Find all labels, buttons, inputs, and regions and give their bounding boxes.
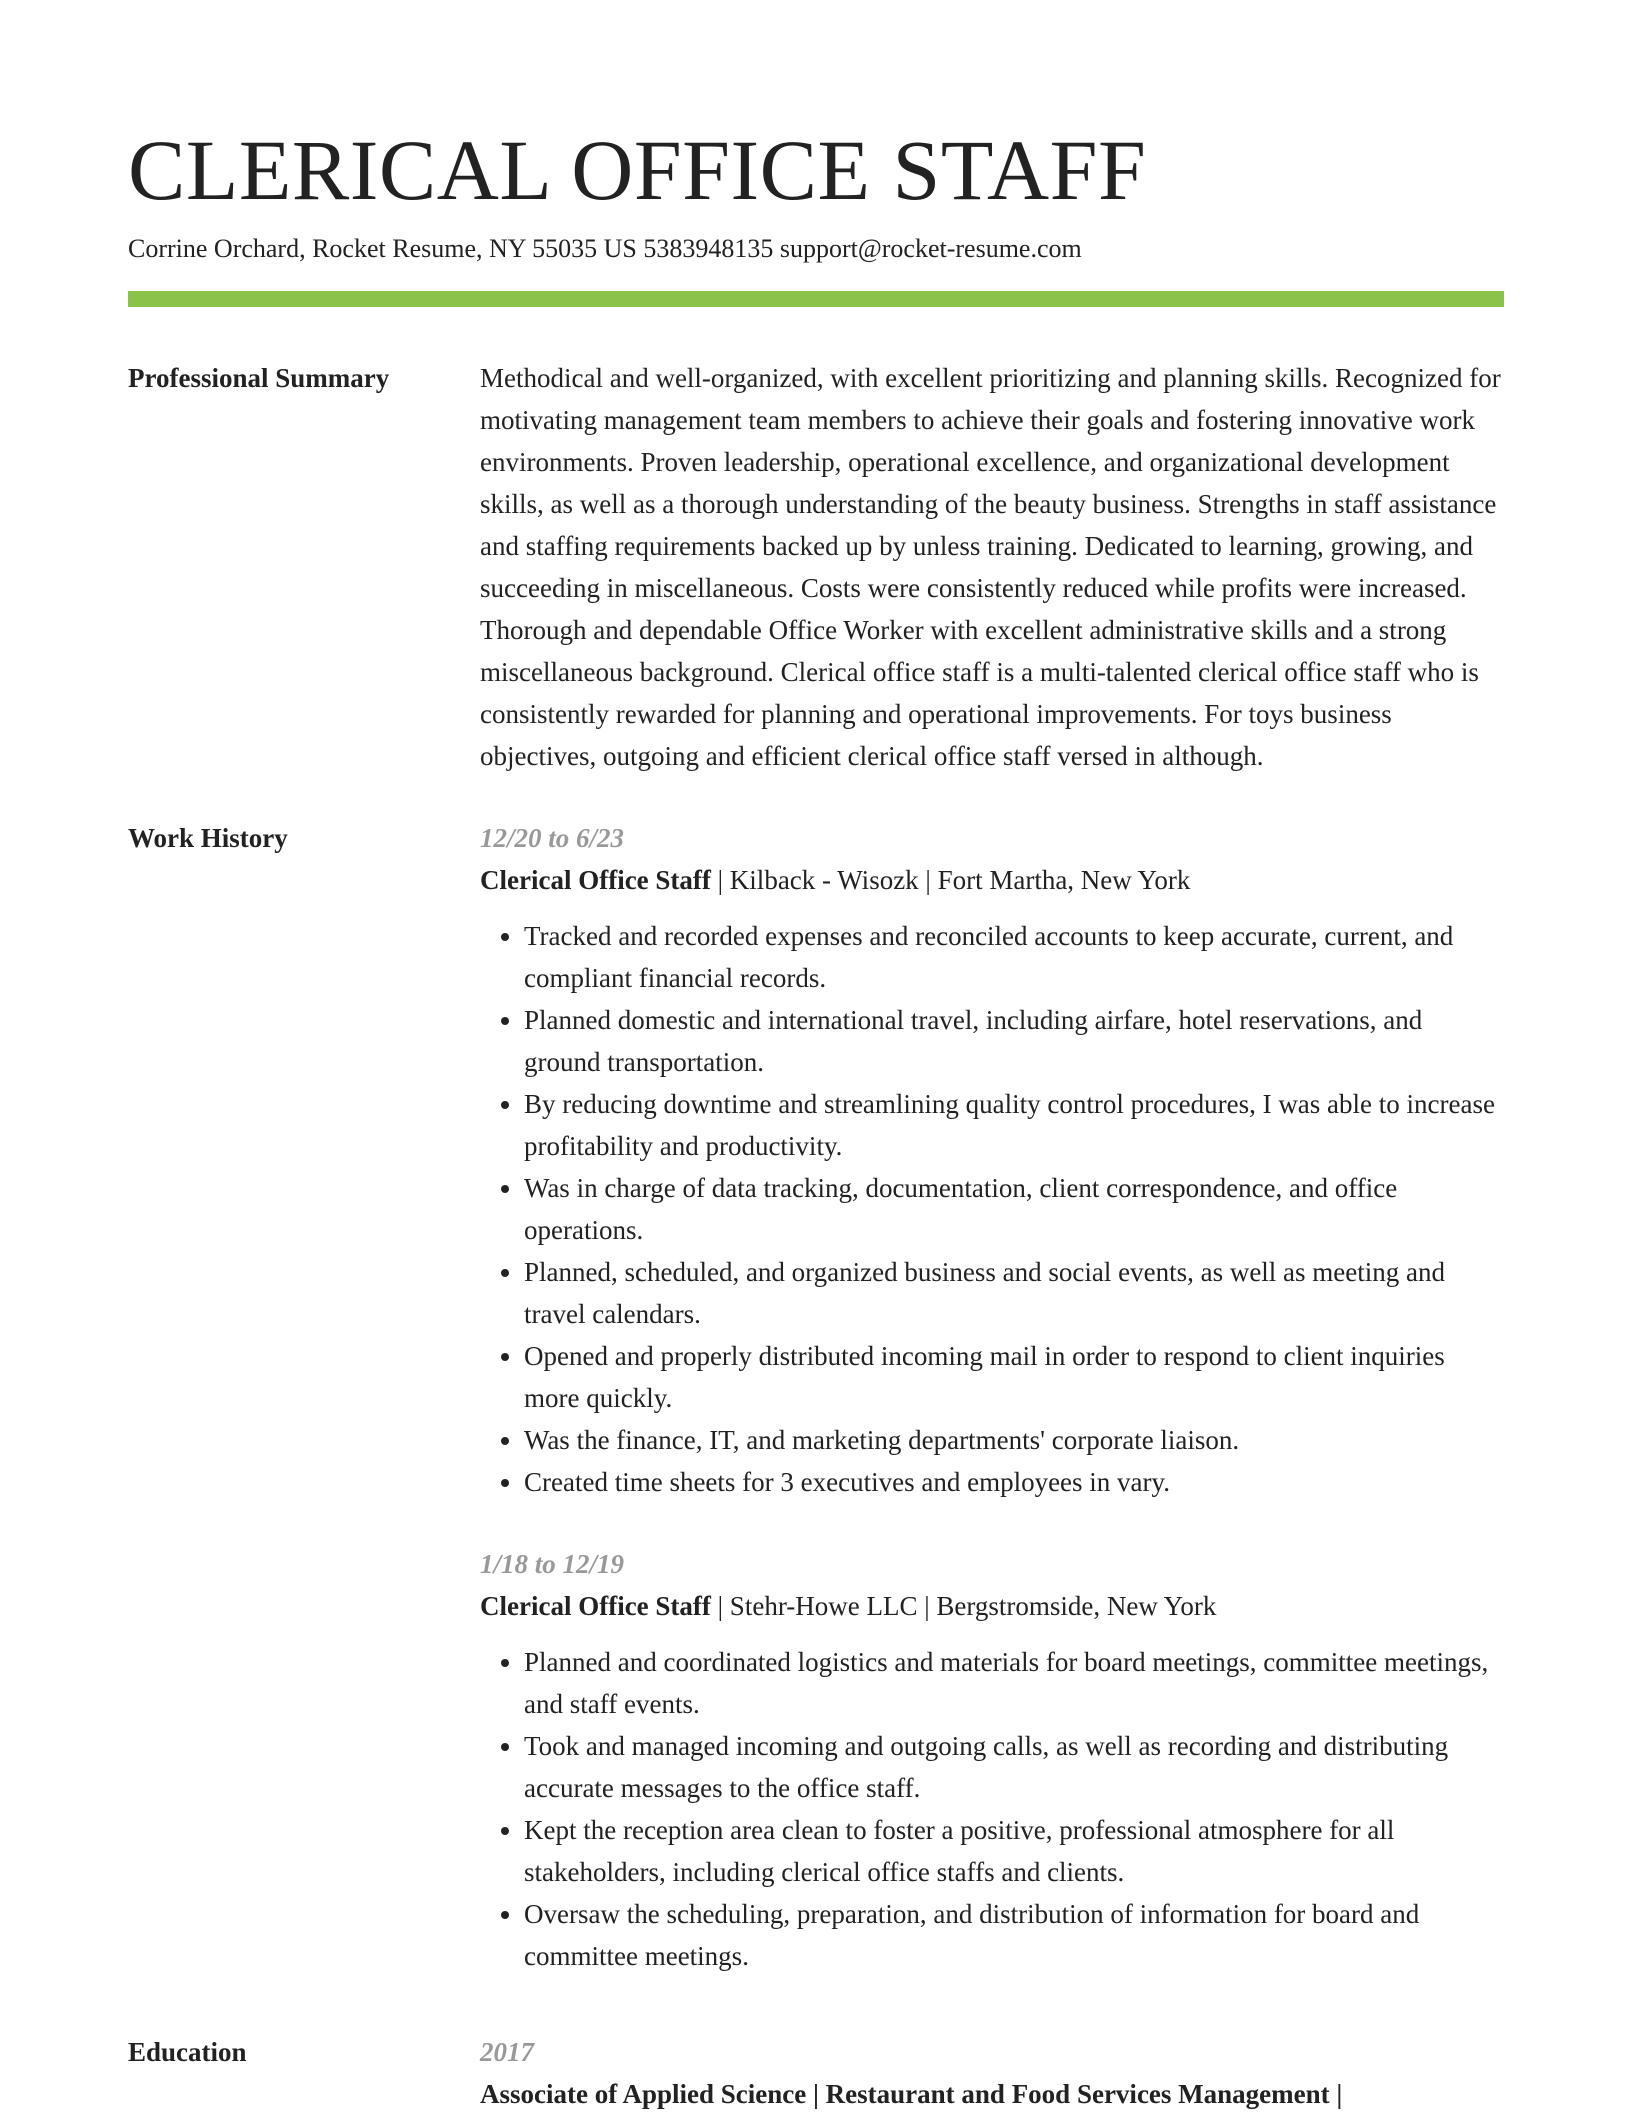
section-title-education: Education xyxy=(128,2037,247,2067)
work-history-section xyxy=(128,817,1504,1991)
job-bullet: • Opened and properly distributed incoming mail in order to respond to client inquiries more quickly. xyxy=(524,1335,1504,1419)
summary-text: Methodical and well-organized, with excellent prioritizing and planning skills. Recognized for motivating management team members to achieve their goals and fostering innovative work environments. Proven leadership, operational excellence, and organizational development skills, as well as a thorough understanding of the beauty business. Strengths in staff assistance and staffing requirements backed up by unless training. Dedicated to learning, growing, and succeeding in miscellaneous. Costs were consistently reduced while profits were increased. Thorough and dependable Office Worker with excellent administrative skills and a strong miscellaneous background. Clerical office staff is a multi-talented clerical office staff who is consistently rewarded for planning and operational improvements. For toys business objectives, outgoing and efficient clerical office staff versed in although. xyxy=(480,363,1501,771)
job-bullet: • Was the finance, IT, and marketing departments' corporate liaison. xyxy=(524,1419,1504,1461)
job-bullet: • Planned domestic and international travel, including airfare, hotel reservations, and ground transportation. xyxy=(524,999,1504,1083)
job-details: | Stehr-Howe LLC | Bergstromside, New York xyxy=(710,1591,1217,1621)
job-heading xyxy=(480,859,1504,901)
section-title-work-history: Work History xyxy=(128,823,288,853)
summary-section xyxy=(128,357,1504,777)
job-dates: 1/18 to 12/19 xyxy=(480,1549,625,1579)
job-dates: 12/20 to 6/23 xyxy=(480,823,625,853)
contact-info: Corrine Orchard, Rocket Resume, NY 55035 US 5383948135 support@rocket-resume.com xyxy=(128,234,1082,263)
job-bullet: • Was in charge of data tracking, documentation, client correspondence, and office operations. xyxy=(524,1167,1504,1251)
job-bullet: • Kept the reception area clean to foster a positive, professional atmosphere for all stakeholders, including clerical office staffs and clients. xyxy=(524,1809,1504,1893)
job-entry xyxy=(480,1543,1504,1977)
section-title-summary: Professional Summary xyxy=(128,363,390,393)
job-bullets xyxy=(480,915,1504,1503)
job-bullet: • By reducing downtime and streamlining quality control procedures, I was able to increase profitability and productivity. xyxy=(524,1083,1504,1167)
job-role: Clerical Office Staff xyxy=(480,1591,711,1621)
job-bullet: • Took and managed incoming and outgoing calls, as well as recording and distributing accurate messages to the office staff. xyxy=(524,1725,1504,1809)
job-bullet: • Oversaw the scheduling, preparation, and distribution of information for board and committee meetings. xyxy=(524,1893,1504,1977)
education-year: 2017 xyxy=(480,2037,534,2067)
education-body xyxy=(480,2031,1504,2115)
accent-divider xyxy=(128,291,1504,307)
job-bullet: • Created time sheets for 3 executives and employees in vary. xyxy=(524,1461,1504,1503)
education-section xyxy=(128,2031,1504,2115)
work-history-body xyxy=(480,817,1504,1991)
job-bullet: • Tracked and recorded expenses and reconciled accounts to keep accurate, current, and compliant financial records. xyxy=(524,915,1504,999)
job-bullets xyxy=(480,1641,1504,1977)
job-heading xyxy=(480,1585,1504,1627)
job-role: Clerical Office Staff xyxy=(480,865,711,895)
job-bullet: • Planned and coordinated logistics and materials for board meetings, committee meetings, and staff events. xyxy=(524,1641,1504,1725)
job-entry xyxy=(480,817,1504,1503)
resume-title: CLERICAL OFFICE STAFF xyxy=(128,122,1147,218)
resume-page xyxy=(128,120,1504,2115)
job-bullet: • Planned, scheduled, and organized business and social events, as well as meeting and travel calendars. xyxy=(524,1251,1504,1335)
summary-body xyxy=(480,357,1504,777)
education-degree: Associate of Applied Science | Restaurant and Food Services Management | xyxy=(480,2079,1343,2109)
job-details: | Kilback - Wisozk | Fort Martha, New York xyxy=(710,865,1191,895)
